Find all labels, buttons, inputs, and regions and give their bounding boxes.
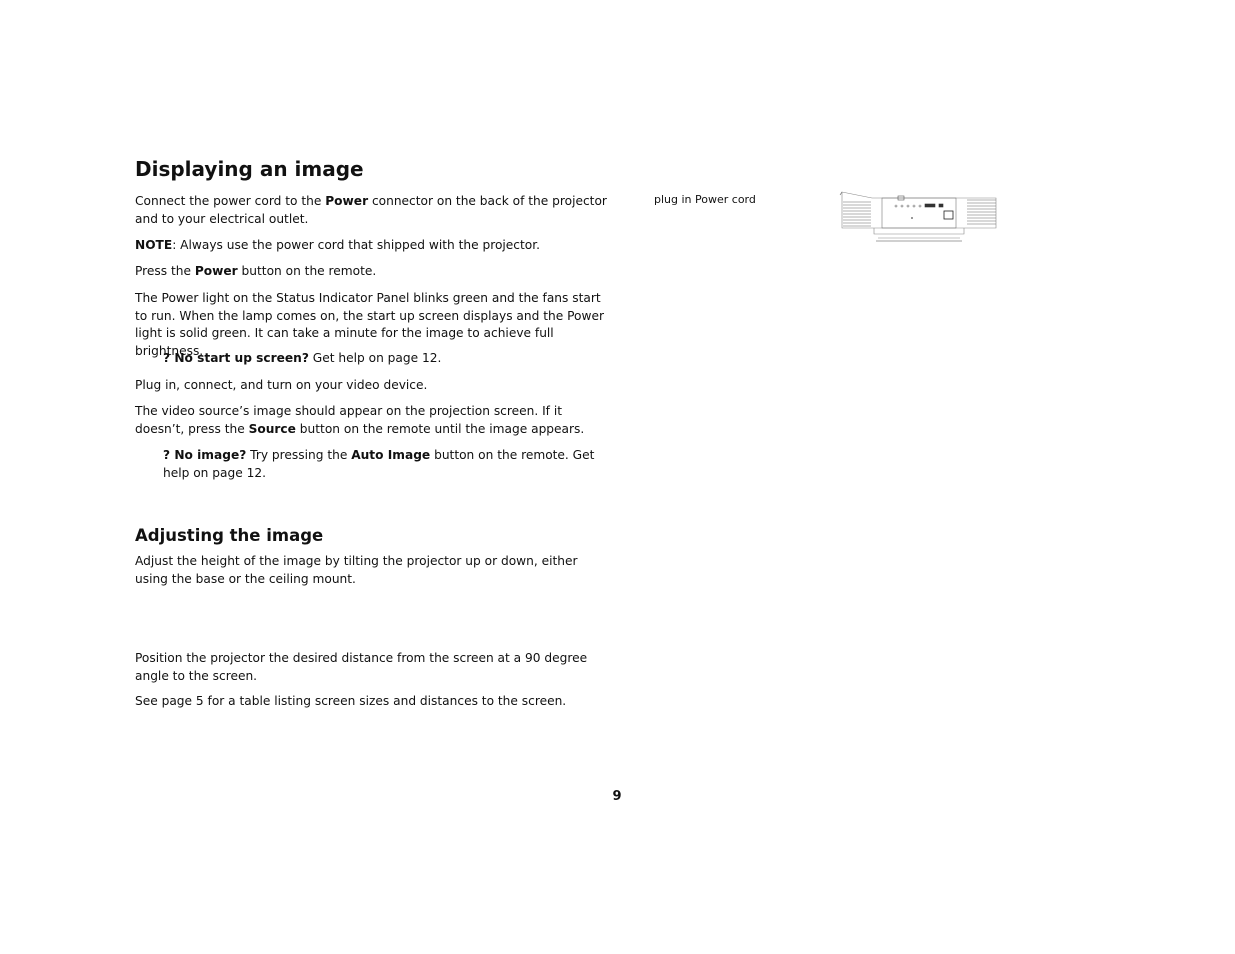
paragraph-note: NOTE: Always use the power cord that shipped with the projector. <box>135 238 540 252</box>
heading-displaying-an-image: Displaying an image <box>135 157 364 181</box>
paragraph-connect-power-cord: Connect the power cord to the Power connector on the back of the projector and to your electrical outlet. <box>135 194 607 226</box>
paragraph-video-source: The video source’s image should appear on the projection screen. If it doesn’t, press the Source button on the remote until the image appears. <box>135 404 585 436</box>
paragraph-adjust-height: Adjust the height of the image by tilting the projector up or down, either using the base or the ceiling mount. <box>135 554 578 586</box>
figure-caption: plug in Power cord <box>654 193 756 206</box>
projector-back-panel-illustration-icon <box>838 188 1000 244</box>
paragraph-position-projector: Position the projector the desired distance from the screen at a 90 degree angle to the screen. <box>135 651 588 683</box>
page-number: 9 <box>612 789 622 804</box>
paragraph-press-power: Press the Power button on the remote. <box>135 264 377 278</box>
paragraph-power-light: The Power light on the Status Indicator Panel blinks green and the fans start to run. When the lamp comes on, the start up screen displays and the Power light is solid green. It can take a minute for the image to achieve full brightness. <box>135 291 604 358</box>
paragraph-screen-size-table-reference: See page 5 for a table listing screen sizes and distances to the screen. <box>135 694 567 708</box>
troubleshoot-no-image: ? No image? Try pressing the Auto Image button on the remote. Get help on page 12. <box>163 448 595 480</box>
heading-adjusting-the-image: Adjusting the image <box>135 526 324 545</box>
troubleshoot-no-startup-screen: ? No start up screen? Get help on page 12. <box>163 351 442 365</box>
paragraph-plug-in-video-device: Plug in, connect, and turn on your video device. <box>135 378 428 392</box>
